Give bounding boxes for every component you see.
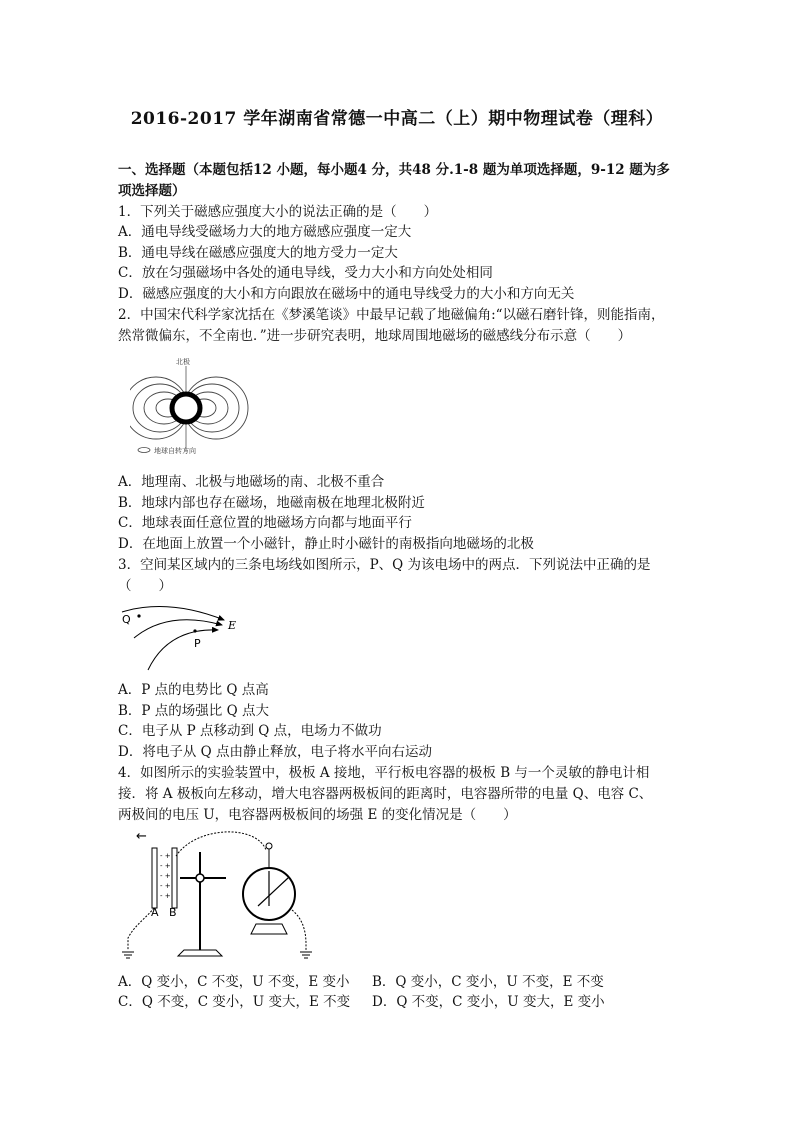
q4-option-a: A．Q 变小，C 不变，U 不变，E 变小 <box>118 974 350 990</box>
plate-b <box>172 848 177 908</box>
q2-option-a: A．地理南、北极与地磁场的南、北极不重合 <box>118 474 385 490</box>
electrometer-knob <box>266 843 272 849</box>
q2-option-d: D．在地面上放置一个小磁针，静止时小磁针的南极指向地磁场的北极 <box>118 536 534 552</box>
svg-text:- +: - + <box>160 852 171 860</box>
point-p <box>193 629 196 632</box>
point-q <box>137 614 140 617</box>
q4-option-d: D．Q 不变，C 变小，U 变大，E 变小 <box>372 994 605 1010</box>
fig-north-pole-label: 北极 <box>176 358 190 366</box>
connecting-wire <box>176 832 266 856</box>
plate-charges <box>160 852 171 900</box>
label-q: Q <box>122 613 131 626</box>
fig-rotation-label: 地球自转方向 <box>154 447 196 455</box>
ground-symbol-a <box>122 952 134 958</box>
label-p: P <box>194 637 201 650</box>
svg-text:- +: - + <box>160 882 171 890</box>
label-e: E <box>228 619 237 632</box>
q1-option-d: D．磁感应强度的大小和方向跟放在磁场中的通电导线受力的大小和方向无关 <box>118 286 575 302</box>
move-left-arrow-icon: ← <box>136 829 147 844</box>
stand-base <box>178 950 222 956</box>
stand-clamp <box>196 874 204 882</box>
q2-stem-line1: 2．中国宋代科学家沈括在《梦溪笔谈》中最早记载了地磁偏角:“以磁石磨针锋，则能指南， <box>118 307 665 323</box>
q4-stem-line2: 接．将 A 极板向左移动，增大电容器两极板间的距离时，电容器所带的电量 Q、电容 C、 <box>118 786 653 802</box>
q1-option-a: A．通电导线受磁场力大的地方磁感应强度一定大 <box>118 224 412 240</box>
q2-option-c: C．地球表面任意位置的地磁场方向都与地面平行 <box>118 515 412 531</box>
q3-option-b: B．P 点的场强比 Q 点大 <box>118 703 269 719</box>
svg-text:- +: - + <box>160 862 171 870</box>
q2-option-b: B．地球内部也存在磁场，地磁南极在地理北极附近 <box>118 495 425 511</box>
earth-magnetic-field-figure <box>130 352 270 460</box>
q4-stem-line1: 4．如图所示的实验装置中，极板 A 接地，平行板电容器的极板 B 与一个灵敏的静电计相 <box>118 765 650 781</box>
q4-stem-line3: 两极间的电压 U，电容器两极板间的场强 E 的变化情况是（ ） <box>118 807 517 823</box>
q1-option-b: B．通电导线在磁感应强度大的地方受力一定大 <box>118 245 398 261</box>
q3-stem-line2: （ ） <box>118 578 172 594</box>
ground-wire-electrometer <box>292 910 306 950</box>
plate-b-label: B <box>169 906 177 919</box>
svg-text:- +: - + <box>160 892 171 900</box>
ground-symbol-electrometer <box>300 952 312 958</box>
capacitor-electrometer-figure <box>116 826 326 968</box>
rotation-arrow-icon <box>138 448 150 453</box>
field-lines <box>122 607 224 670</box>
q3-option-a: A．P 点的电势比 Q 点高 <box>118 682 269 698</box>
q3-option-d: D．将电子从 Q 点由静止释放，电子将水平向右运动 <box>118 744 432 760</box>
plate-a-label: A <box>151 906 159 919</box>
q1-option-c: C．放在匀强磁场中各处的通电导线，受力大小和方向处处相同 <box>118 265 493 281</box>
q2-stem-line2: 然常微偏东，不全南也．”进一步研究表明，地球周围地磁场的磁感线分布示意（ ） <box>118 328 632 344</box>
earth-circle <box>172 394 200 422</box>
electric-field-lines-figure <box>118 600 248 672</box>
q4-option-b: B．Q 变小，C 变小，U 不变，E 不变 <box>372 974 604 990</box>
section-heading: 一、选择题（本题包括12 小题，每小题4 分，共48 分.1-8 题为单项选择题，9-12 题为多项选择题） <box>118 162 670 199</box>
svg-text:- +: - + <box>160 872 171 880</box>
plate-a <box>152 848 157 908</box>
page-title: 2016-2017 学年湖南省常德一中高二（上）期中物理试卷（理科） <box>130 109 664 129</box>
q3-stem-line1: 3．空间某区域内的三条电场线如图所示，P、Q 为该电场中的两点．下列说法中正确的是 <box>118 557 651 573</box>
q1-stem: 1．下列关于磁感应强度大小的说法正确的是（ ） <box>118 204 438 220</box>
q4-option-c: C．Q 不变，C 变小，U 变大，E 不变 <box>118 994 351 1010</box>
electrometer-base <box>251 924 287 934</box>
q3-option-c: C．电子从 P 点移动到 Q 点，电场力不做功 <box>118 723 382 739</box>
